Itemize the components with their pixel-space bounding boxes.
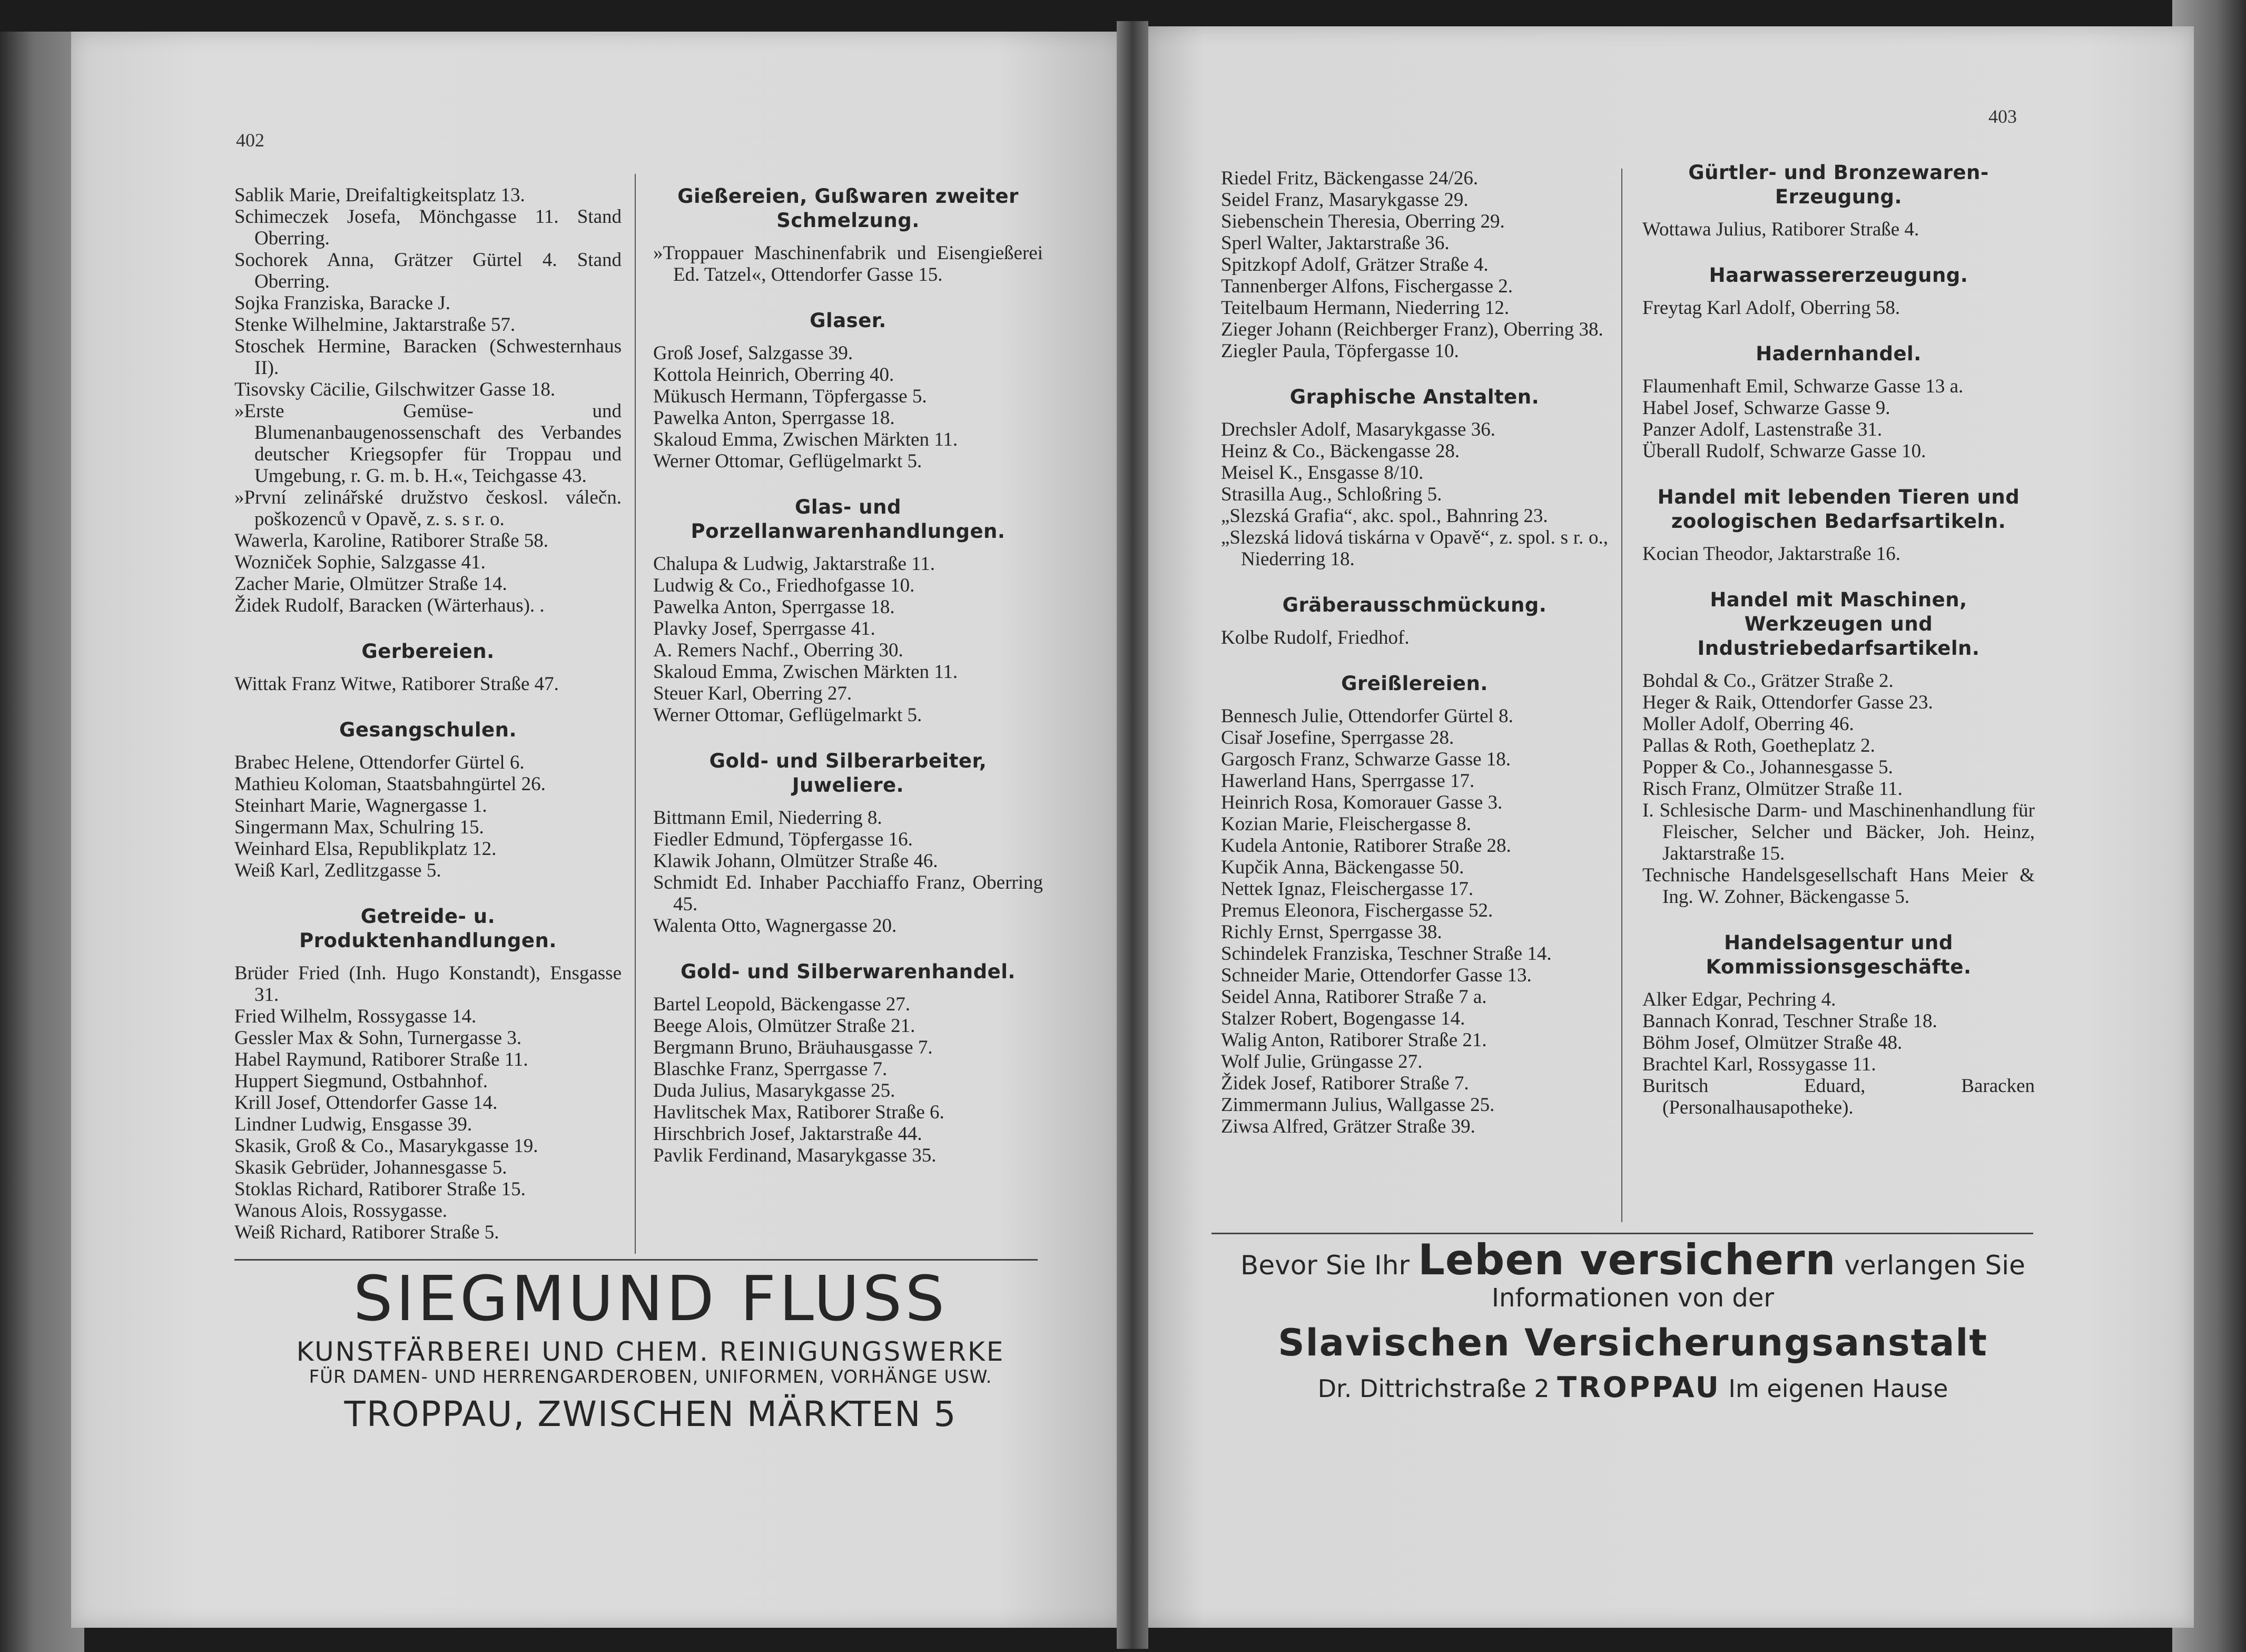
column-rule-left xyxy=(635,174,636,1254)
directory-entry: Kozian Marie, Fleischergasse 8. xyxy=(1221,813,1472,835)
ad-address: TROPPAU, ZWISCHEN MÄRKTEN 5 xyxy=(344,1394,957,1434)
directory-entry: Blaschke Franz, Sperrgasse 7. xyxy=(653,1058,888,1080)
directory-entry: Habel Raymund, Ratiborer Straße 11. xyxy=(234,1049,528,1070)
directory-entry: Lindner Ludwig, Ensgasse 39. xyxy=(234,1114,472,1135)
directory-entry: Ziwsa Alfred, Grätzer Straße 39. xyxy=(1221,1116,1475,1137)
directory-entry: Skaloud Emma, Zwischen Märkten 11. xyxy=(653,429,958,450)
directory-entry: Richly Ernst, Sperrgasse 38. xyxy=(1221,921,1442,943)
directory-entry: Siebenschein Theresia, Oberring 29. xyxy=(1221,211,1505,232)
directory-entry: Kolbe Rudolf, Friedhof. xyxy=(1221,627,1410,648)
directory-entry: Schneider Marie, Ottendorfer Gasse 13. xyxy=(1221,965,1532,986)
directory-entry: Überall Rudolf, Schwarze Gasse 10. xyxy=(1642,440,1926,462)
directory-entry: Bittmann Emil, Niederring 8. xyxy=(653,807,882,829)
ad-firm-name: SIEGMUND FLUSS xyxy=(353,1262,948,1335)
directory-entry: Heger & Raik, Ottendorfer Gasse 23. xyxy=(1642,692,1933,713)
ad-big-text: Leben versichern xyxy=(1417,1235,1836,1284)
directory-entry: Seidel Franz, Masarykgasse 29. xyxy=(1221,189,1469,211)
directory-entry: Bohdal & Co., Grätzer Straße 2. xyxy=(1642,670,1894,692)
directory-entry: Schmidt Ed. Inhaber Pacchiaffo Franz, Oberring 45. xyxy=(653,872,1043,915)
ad-line-2: KUNSTFÄRBEREI UND CHEM. REINIGUNGSWERKE xyxy=(296,1336,1005,1367)
section-heading: Handel mit lebenden Tieren und zoologischen Bedarfsartikeln. xyxy=(1657,486,2020,533)
directory-entry: Sochorek Anna, Grätzer Gürtel 4. Stand Oberring. xyxy=(234,249,622,292)
ad-line-3: FÜR DAMEN- UND HERRENGARDEROBEN, UNIFORMEN, VORHÄNGE USW. xyxy=(309,1366,992,1388)
directory-entry: Ziegler Paula, Töpfergasse 10. xyxy=(1221,340,1459,362)
directory-entry: Sablik Marie, Dreifaltigkeitsplatz 13. xyxy=(234,184,525,206)
directory-entry: Skasik, Groß & Co., Masarykgasse 19. xyxy=(234,1135,538,1157)
directory-entry: Wittak Franz Witwe, Ratiborer Straße 47. xyxy=(234,673,559,695)
directory-entry: Brabec Helene, Ottendorfer Gürtel 6. xyxy=(234,752,525,773)
directory-entry: Beege Alois, Olmützer Straße 21. xyxy=(653,1015,915,1037)
directory-entry: Pavlik Ferdinand, Masarykgasse 35. xyxy=(653,1145,937,1166)
directory-entry: Hirschbrich Josef, Jaktarstraße 44. xyxy=(653,1123,922,1145)
book-gutter xyxy=(1117,21,1148,1649)
section-heading: Gold- und Silberarbeiter, Juweliere. xyxy=(709,750,987,796)
ad-address-line xyxy=(1222,1372,2044,1404)
directory-entry: Sperl Walter, Jaktarstraße 36. xyxy=(1221,232,1450,254)
directory-entry: Flaumenhaft Emil, Schwarze Gasse 13 a. xyxy=(1642,376,1964,397)
directory-entry: Weinhard Elsa, Republikplatz 12. xyxy=(234,838,497,860)
directory-entry: Kupčik Anna, Bäckengasse 50. xyxy=(1221,857,1464,878)
directory-entry: Nettek Ignaz, Fleischergasse 17. xyxy=(1221,878,1474,900)
directory-entry: Mathieu Koloman, Staatsbahngürtel 26. xyxy=(234,773,546,795)
directory-entry: A. Remers Nachf., Oberring 30. xyxy=(653,640,903,661)
section-heading: Getreide- u. Produktenhandlungen. xyxy=(299,905,557,952)
directory-entry: Schimeczek Josefa, Mönchgasse 11. Stand Oberring. xyxy=(234,206,622,249)
directory-entry: Habel Josef, Schwarze Gasse 9. xyxy=(1642,397,1890,419)
ad-rule-left xyxy=(234,1259,1038,1261)
directory-entry: Walenta Otto, Wagnergasse 20. xyxy=(653,915,897,937)
directory-entry: Brachtel Karl, Rossygasse 11. xyxy=(1642,1054,1876,1075)
directory-entry: Zacher Marie, Olmützer Straße 14. xyxy=(234,573,507,595)
directory-entry: »Troppauer Maschinenfabrik und Eisengießerei Ed. Tatzel«, Ottendorfer Gasse 15. xyxy=(653,242,1043,286)
directory-entry: Risch Franz, Olmützer Straße 11. xyxy=(1642,778,1903,800)
directory-entry: Gessler Max & Sohn, Turnergasse 3. xyxy=(234,1027,522,1049)
section-heading: Gesangschulen. xyxy=(339,719,517,741)
directory-entry: Popper & Co., Johannesgasse 5. xyxy=(1642,756,1893,778)
directory-entry: Seidel Anna, Ratiborer Straße 7 a. xyxy=(1221,986,1487,1008)
section-heading: Glas- und Porzellanwarenhandlungen. xyxy=(691,496,1006,543)
directory-entry: Gargosch Franz, Schwarze Gasse 18. xyxy=(1221,749,1511,770)
advertisement-siegmund-fluss xyxy=(234,1264,1067,1436)
directory-entry: Wottawa Julius, Ratiborer Straße 4. xyxy=(1642,219,1919,240)
directory-entry: Groß Josef, Salzgasse 39. xyxy=(653,342,853,364)
directory-entry: Heinz & Co., Bäckengasse 28. xyxy=(1221,440,1460,462)
section-heading: Hadernhandel. xyxy=(1756,342,1922,365)
directory-entry: Alker Edgar, Pechring 4. xyxy=(1642,989,1836,1010)
directory-entry: Werner Ottomar, Geflügelmarkt 5. xyxy=(653,450,922,472)
ad-rule-right xyxy=(1211,1233,2033,1234)
directory-entry: Brüder Fried (Inh. Hugo Konstandt), Ensgasse 31. xyxy=(234,962,622,1006)
directory-entry: Schindelek Franziska, Teschner Straße 14. xyxy=(1221,943,1552,965)
directory-entry: Bergmann Bruno, Bräuhausgasse 7. xyxy=(653,1037,933,1058)
directory-entry: Panzer Adolf, Lastenstraße 31. xyxy=(1642,419,1883,440)
directory-entry: Židek Josef, Ratiborer Straße 7. xyxy=(1221,1073,1469,1094)
directory-entry: Duda Julius, Masarykgasse 25. xyxy=(653,1080,895,1102)
section-heading: Gießereien, Gußwaren zweiter Schmelzung. xyxy=(677,185,1019,232)
directory-entry: Fiedler Edmund, Töpfergasse 16. xyxy=(653,829,913,850)
directory-entry: Heinrich Rosa, Komorauer Gasse 3. xyxy=(1221,792,1503,813)
directory-entry: Buritsch Eduard, Baracken (Personalhausapotheke). xyxy=(1642,1075,2035,1118)
ad-city: TROPPAU xyxy=(1557,1371,1721,1404)
directory-entry: Židek Rudolf, Baracken (Wärterhaus). . xyxy=(234,595,545,616)
ad-street: Dr. Dittrichstraße 2 xyxy=(1317,1374,1550,1403)
directory-entry: Weiß Karl, Zedlitzgasse 5. xyxy=(234,860,441,881)
directory-entry: Moller Adolf, Oberring 46. xyxy=(1642,713,1854,735)
directory-entry: Technische Handelsgesellschaft Hans Meier & Ing. W. Zohner, Bäckengasse 5. xyxy=(1642,864,2035,908)
directory-entry: Krill Josef, Ottendorfer Gasse 14. xyxy=(234,1092,498,1114)
right-column-1 xyxy=(1221,168,1608,1137)
ad-house: Im eigenen Hause xyxy=(1728,1374,1948,1403)
directory-entry: Pawelka Anton, Sperrgasse 18. xyxy=(653,407,895,429)
left-column-2 xyxy=(653,184,1043,1166)
directory-entry: Pallas & Roth, Goetheplatz 2. xyxy=(1642,735,1875,756)
directory-entry: Bartel Leopold, Bäckengasse 27. xyxy=(653,994,911,1015)
directory-entry: Steuer Karl, Oberring 27. xyxy=(653,683,852,704)
directory-entry: Chalupa & Ludwig, Jaktarstraße 11. xyxy=(653,553,935,575)
directory-entry: Tannenberger Alfons, Fischergasse 2. xyxy=(1221,276,1513,297)
section-heading: Gold- und Silberwarenhandel. xyxy=(681,960,1016,983)
directory-entry: Mükusch Hermann, Töpfergasse 5. xyxy=(653,386,927,407)
directory-entry: Zieger Johann (Reichberger Franz), Oberring 38. xyxy=(1221,319,1603,340)
directory-entry: Huppert Siegmund, Ostbahnhof. xyxy=(234,1070,488,1092)
directory-entry: Klawik Johann, Olmützer Straße 46. xyxy=(653,850,938,872)
directory-entry: Pawelka Anton, Sperrgasse 18. xyxy=(653,596,895,618)
directory-entry: Premus Eleonora, Fischergasse 52. xyxy=(1221,900,1493,921)
directory-entry: Ludwig & Co., Friedhofgasse 10. xyxy=(653,575,915,596)
left-column-1 xyxy=(234,184,622,1243)
directory-entry: Kottola Heinrich, Oberring 40. xyxy=(653,364,894,386)
directory-entry: Wolf Julie, Grüngasse 27. xyxy=(1221,1051,1423,1073)
ad-headline xyxy=(1222,1235,2044,1284)
directory-entry: Bennesch Julie, Ottendorfer Gürtel 8. xyxy=(1221,705,1513,727)
directory-entry: I. Schlesische Darm- und Maschinenhandlung für Fleischer, Selcher und Bäcker, Joh. Heinz, Jaktarstraße 15. xyxy=(1642,800,2035,864)
directory-entry: Zimmermann Julius, Wallgasse 25. xyxy=(1221,1094,1495,1116)
directory-entry: Sojka Franziska, Baracke J. xyxy=(234,292,450,314)
directory-entry: Steinhart Marie, Wagnergasse 1. xyxy=(234,795,487,817)
directory-entry: Teitelbaum Hermann, Niederring 12. xyxy=(1221,297,1510,319)
directory-entry: Strasilla Aug., Schloßring 5. xyxy=(1221,484,1442,505)
directory-entry: Stoschek Hermine, Baracken (Schwesternhaus II). xyxy=(234,336,622,379)
directory-entry: Kocian Theodor, Jaktarstraße 16. xyxy=(1642,543,1900,565)
directory-entry: Spitzkopf Adolf, Grätzer Straße 4. xyxy=(1221,254,1489,276)
directory-entry: »První zelinářské družstvo českosl. válečn. poškozenců v Opavě, z. s. s r. o. xyxy=(234,487,622,530)
directory-entry: Skasik Gebrüder, Johannesgasse 5. xyxy=(234,1157,507,1178)
section-heading: Glaser. xyxy=(810,309,886,332)
right-column-2 xyxy=(1642,161,2035,1118)
directory-entry: Wanous Alois, Rossygasse. xyxy=(234,1200,448,1222)
directory-entry: Singermann Max, Schulring 15. xyxy=(234,817,484,838)
section-heading: Haarwassererzeugung. xyxy=(1709,264,1968,287)
directory-entry: „Slezská Grafia“, akc. spol., Bahnring 23. xyxy=(1221,505,1548,527)
section-heading: Gerbereien. xyxy=(361,640,495,663)
ad-company: Slavischen Versicherungsanstalt xyxy=(1278,1321,1988,1364)
column-rule-right xyxy=(1621,169,1622,1222)
directory-entry: Freytag Karl Adolf, Oberring 58. xyxy=(1642,297,1900,319)
directory-entry: Riedel Fritz, Bäckengasse 24/26. xyxy=(1221,168,1479,189)
directory-entry: Drechsler Adolf, Masarykgasse 36. xyxy=(1221,419,1495,440)
directory-entry: Wozniček Sophie, Salzgasse 41. xyxy=(234,552,486,573)
section-heading: Greißlereien. xyxy=(1341,672,1488,695)
directory-entry: Walig Anton, Ratiborer Straße 21. xyxy=(1221,1029,1487,1051)
section-heading: Gräberausschmückung. xyxy=(1282,594,1547,616)
directory-entry: Hawerland Hans, Sperrgasse 17. xyxy=(1221,770,1475,792)
ad-post-text: verlangen Sie xyxy=(1844,1250,2025,1281)
advertisement-versicherung xyxy=(1222,1235,2044,1404)
page-number-right: 403 xyxy=(1988,106,2017,127)
directory-entry: »Erste Gemüse- und Blumenanbaugenossenschaft des Verbandes deutscher Kriegsopfer für Troppau und Umgebung, r. G. m. b. H.«, Teichgasse 43. xyxy=(234,400,622,487)
directory-entry: Weiß Richard, Ratiborer Straße 5. xyxy=(234,1222,499,1243)
directory-entry: Werner Ottomar, Geflügelmarkt 5. xyxy=(653,704,922,726)
directory-entry: Böhm Josef, Olmützer Straße 48. xyxy=(1642,1032,1903,1054)
directory-entry: Wawerla, Karoline, Ratiborer Straße 58. xyxy=(234,530,548,552)
page-number-left: 402 xyxy=(236,130,264,151)
section-heading: Handel mit Maschinen, Werkzeugen und Industriebedarfsartikeln. xyxy=(1697,588,1980,660)
directory-entry: Havlitschek Max, Ratiborer Straße 6. xyxy=(653,1102,944,1123)
section-heading: Graphische Anstalten. xyxy=(1289,386,1540,408)
ad-pre-text: Bevor Sie Ihr xyxy=(1240,1250,1410,1281)
directory-entry: Cisař Josefine, Sperrgasse 28. xyxy=(1221,727,1454,749)
directory-entry: „Slezská lidová tiskárna v Opavě“, z. spol. s r. o., Niederring 18. xyxy=(1221,527,1608,570)
directory-entry: Stenke Wilhelmine, Jaktarstraße 57. xyxy=(234,314,516,336)
directory-entry: Kudela Antonie, Ratiborer Straße 28. xyxy=(1221,835,1511,857)
directory-entry: Plavky Josef, Sperrgasse 41. xyxy=(653,618,875,640)
section-heading: Gürtler- und Bronzewaren-Erzeugung. xyxy=(1688,161,1989,208)
directory-entry: Stalzer Robert, Bogengasse 14. xyxy=(1221,1008,1465,1029)
directory-entry: Bannach Konrad, Teschner Straße 18. xyxy=(1642,1010,1937,1032)
directory-entry: Stoklas Richard, Ratiborer Straße 15. xyxy=(234,1178,526,1200)
directory-entry: Tisovsky Cäcilie, Gilschwitzer Gasse 18. xyxy=(234,379,556,400)
directory-entry: Meisel K., Ensgasse 8/10. xyxy=(1221,462,1424,484)
ad-info-line: Informationen von der xyxy=(1491,1283,1775,1313)
directory-entry: Skaloud Emma, Zwischen Märkten 11. xyxy=(653,661,958,683)
section-heading: Handelsagentur und Kommissionsgeschäfte. xyxy=(1706,931,1972,978)
directory-entry: Fried Wilhelm, Rossygasse 14. xyxy=(234,1006,477,1027)
